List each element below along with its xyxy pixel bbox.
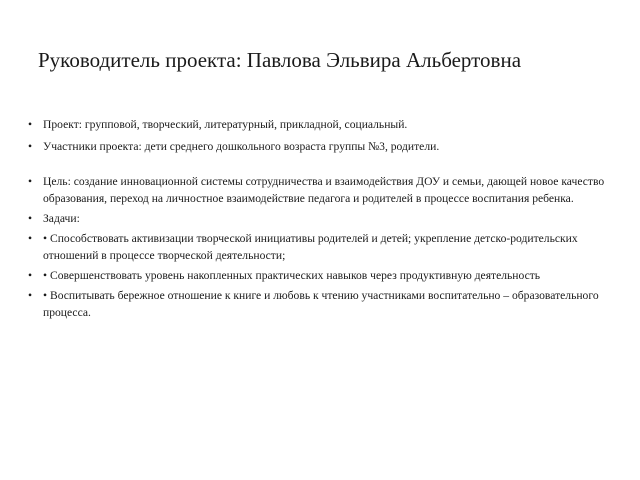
paragraph-text: Задачи: xyxy=(43,212,80,225)
paragraph-text: Цель: создание инновационной системы сотрудничества и взаимодействия ДОУ и семьи, дающей новое качество образования, переход на личностное взаимодействие педагога и родителей в процессе воспитания ребенка. xyxy=(43,175,605,205)
paragraph-project xyxy=(28,116,608,133)
slide-body xyxy=(28,116,608,321)
paragraph-task-3 xyxy=(28,287,608,321)
paragraph-goal xyxy=(28,173,608,207)
paragraph-participants xyxy=(28,138,608,155)
paragraph-text: • Воспитывать бережное отношение к книге и любовь к чтению участниками воспитательно – образовательного процесса. xyxy=(43,289,599,319)
paragraph-task-1 xyxy=(28,230,608,264)
paragraph-task-2 xyxy=(28,267,608,284)
bullet: • xyxy=(28,232,33,245)
bullet: • xyxy=(28,212,33,225)
slide-title: Руководитель проекта: Павлова Эльвира Альбертовна xyxy=(38,48,522,72)
paragraph-text: • Совершенствовать уровень накопленных практических навыков через продуктивную деятельность xyxy=(43,269,541,282)
bullet: • xyxy=(28,118,33,131)
bullet: • xyxy=(28,140,33,153)
paragraph-text: Проект: групповой, творческий, литературный, прикладной, социальный. xyxy=(43,118,408,131)
paragraph-text: • Способствовать активизации творческой инициативы родителей и детей; укрепление детско-родительских отношений в процессе творческой деятельности; xyxy=(43,232,578,262)
paragraph-tasks-heading xyxy=(28,210,608,227)
paragraph-text: Участники проекта: дети среднего дошкольного возраста группы №3, родители. xyxy=(43,140,440,153)
bullet: • xyxy=(28,175,33,188)
bullet: • xyxy=(28,269,33,282)
bullet: • xyxy=(28,289,33,302)
